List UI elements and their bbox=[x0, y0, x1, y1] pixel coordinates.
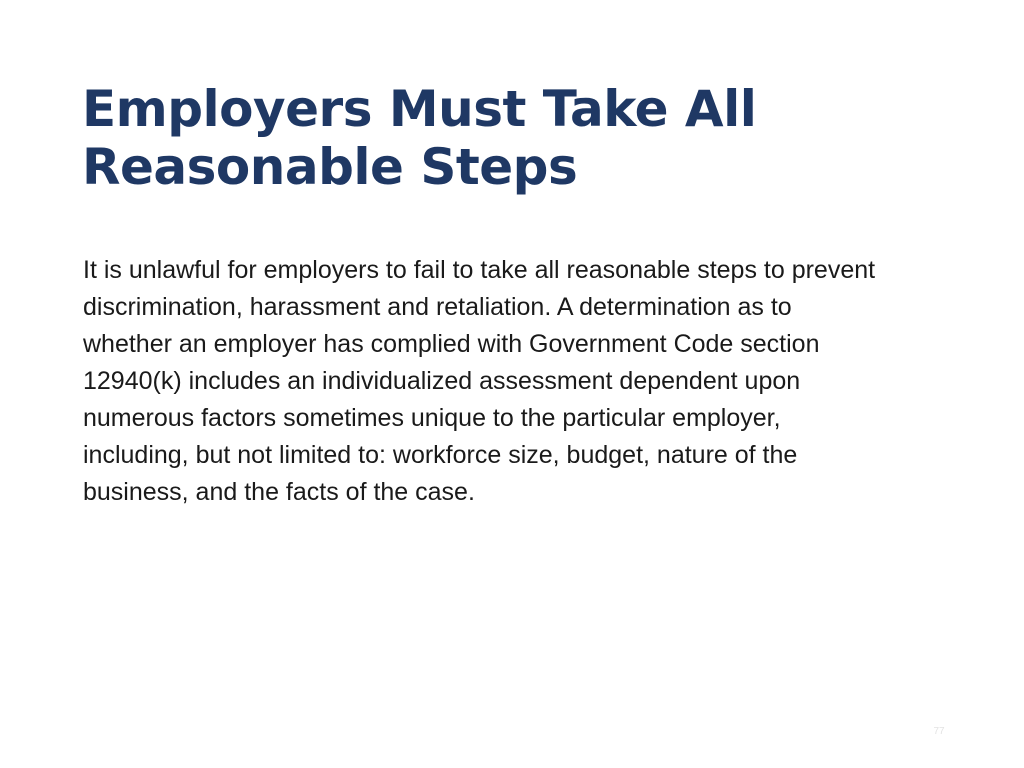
slide-title: Employers Must Take All Reasonable Steps bbox=[82, 80, 757, 196]
slide-body-text: It is unlawful for employers to fail to take all reasonable steps to prevent discrimination, harassment and retaliation. A determination as to whether an employer has complied with Government Code section 12940(k) includes an individualized assessment dependent upon numerous factors sometimes unique to the particular employer, including, but not limited to: workforce size, budget, nature of the business, and the facts of the case. bbox=[83, 256, 876, 506]
slide-page-number: 77 bbox=[933, 726, 945, 737]
